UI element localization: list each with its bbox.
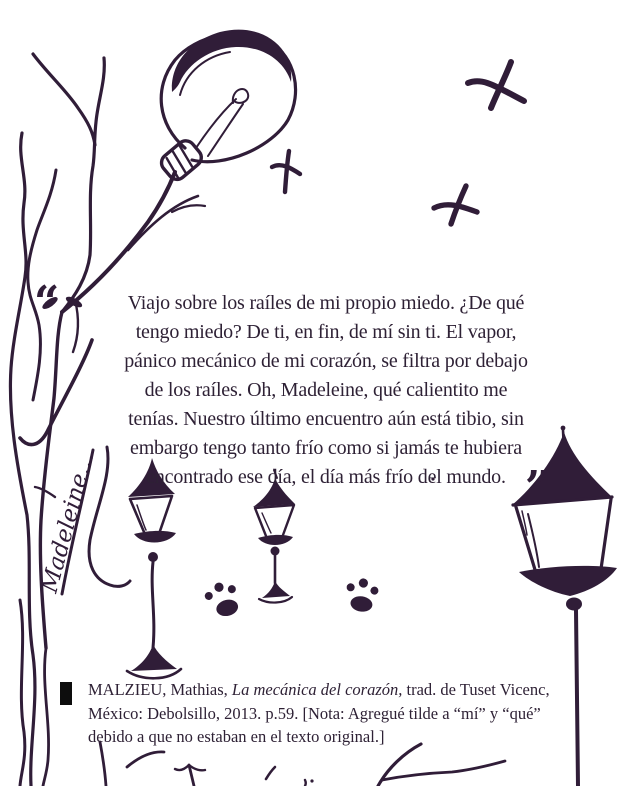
quote-line: pánico mecánico de mi corazón, se filtra por debajo xyxy=(124,350,528,372)
quote-line: Viajo sobre los raíles de mi propio miedo. ¿De qué xyxy=(127,292,525,314)
quote-block xyxy=(34,277,576,513)
bird-icon xyxy=(272,151,300,192)
citation-line xyxy=(88,678,550,702)
quote-line: tenías. Nuestro último encuentro aún está tibio, sin xyxy=(128,408,524,430)
paw-print-icon xyxy=(344,576,380,613)
close-quote-mark: ” xyxy=(524,462,550,513)
paw-print-icon xyxy=(202,579,241,620)
bird-icon xyxy=(468,62,524,108)
citation-block xyxy=(60,678,550,749)
bottom-twigs-illustration xyxy=(100,742,505,786)
quote-line: de los raíles. Oh, Madeleine, qué calientito me xyxy=(144,379,508,401)
citation-line: México: Debolsillo, 2013. p.59. [Nota: Agregué tilde a “mí” y “qué” xyxy=(88,703,541,723)
citation-translator: trad. de Tuset Vicenc, xyxy=(402,680,550,699)
bird-icon xyxy=(434,186,477,224)
citation-author: MALZIEU, Mathias, xyxy=(88,680,232,699)
citation-bullet-square xyxy=(60,682,72,705)
open-quote-mark: “ xyxy=(34,277,60,328)
quote-line: tengo miedo? De ti, en fin, de mí sin ti. El vapor, xyxy=(135,321,517,343)
light-bulb-icon xyxy=(158,30,296,183)
quote-line: encontrado ese día, el día más frío del mundo. xyxy=(146,466,506,488)
citation-book-title: La mecánica del corazón, xyxy=(231,680,403,699)
quote-line: embargo tengo tanto frío como si jamás te hubiera xyxy=(130,437,522,459)
madeleine-signature: Madeleine... xyxy=(36,449,100,596)
citation-line: debido a que no estaban en el texto original.] xyxy=(88,727,385,746)
